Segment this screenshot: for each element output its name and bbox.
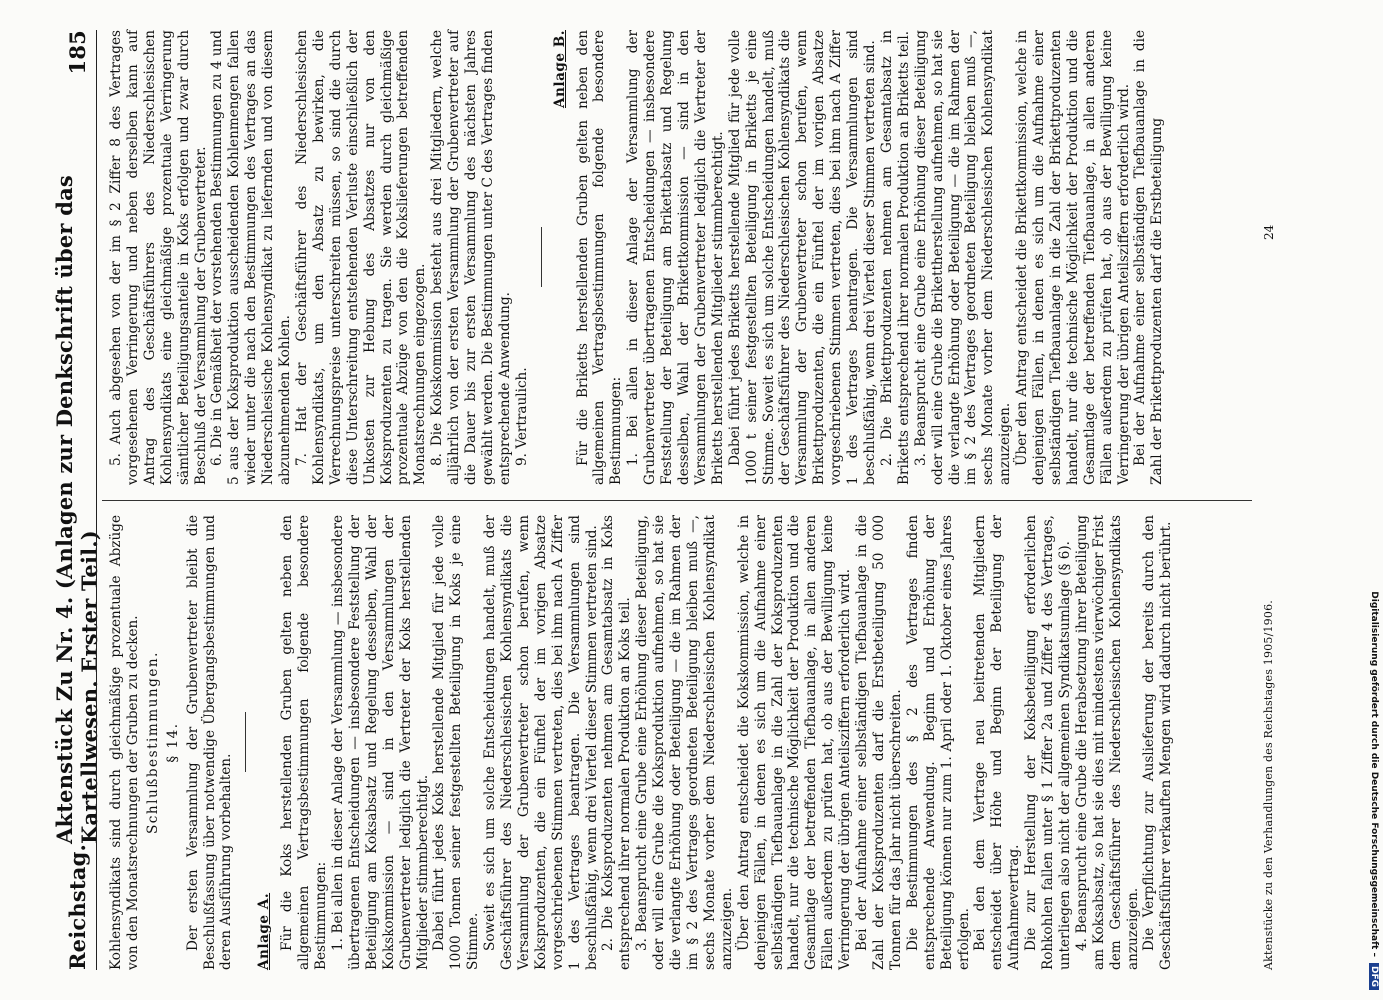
header-rule bbox=[96, 30, 97, 970]
header-page-number: 185 bbox=[64, 30, 90, 75]
footer-note: Aktenstücke zu den Verhandlungen des Reichstages 1905/1906. bbox=[1262, 600, 1275, 970]
header-left: Reichstag. bbox=[64, 844, 90, 970]
left-column bbox=[108, 515, 1175, 970]
column-divider bbox=[102, 500, 1252, 501]
section-separator bbox=[245, 713, 246, 773]
paragraph: Soweit es sich um solche Entscheidungen handelt, muß der Geschäftsführer des Niederschlesischen Kohlensyndikats die Versammlung der Grubenvertreter schon berufen, wenn Koksproduzenten, die ein Fünftel der im vorigen Absatze vorgeschriebenen Stimmen vertreten, dies bei ihm nach A Ziffer 1 des Vertrages beantragen. Die Versammlungen sind beschlußfähig, wenn drei Viertel dieser Stimmen vertreten sind. bbox=[482, 515, 600, 970]
paragraph: Für die Briketts herstellenden Gruben gelten neben den allgemeinen Vertragsbestimmungen folgende besondere Bestimmungen: bbox=[574, 30, 625, 485]
paragraph: 7. Hat der Geschäftsführer des Niederschlesischen Kohlensyndikats, um den Absatz zu bewirken, die Verrechnungspreise unterschreiten müssen, so sind die durch diese Unterschreitung entstehenden Verluste einschließlich der Unkosten zur Hebung des Absatzes nur von den Koksproduzenten zu tragen. Sie werden durch gleichmäßige prozentuale Abzüge von den die Kokslieferungen betreffenden Monatsrechnungen eingezogen. bbox=[293, 30, 429, 485]
paragraph: Die Bestimmungen des § 2 des Vertrages finden entsprechende Anwendung. Beginn und Erhöhung der Beteiligung können nur zum 1. April oder 1. Oktober eines Jahres erfolgen. bbox=[904, 515, 972, 970]
paragraph: Die Verpflichtung zur Auslieferung der bereits durch den Geschäftsführer verkauften Mengen wird dadurch nicht berührt. bbox=[1141, 515, 1175, 970]
paragraph: 4. Beansprucht eine Grube die Herabsetzung ihrer Beteiligung am Koksabsatz, so hat sie dies mit mindestens vierwöchiger Frist dem Geschäftsführer des Niederschlesischen Kohlensyndikats anzuzeigen. bbox=[1073, 515, 1141, 970]
paragraph: 6. Die in Gemäßheit der vorstehenden Bestimmungen zu 4 und 5 aus der Koksproduktion ausscheidenden Kohlenmengen fallen wieder unter die nach den Bestimmungen des Vertrages an das Niederschlesische Kohlensyndikat zu liefernden und von diesem abzunehmenden Kohlen. bbox=[209, 30, 294, 485]
appendix-heading: Anlage A. bbox=[256, 892, 273, 970]
digitization-credit-text: Digitalisierung gefördert durch die Deutsche Forschungsgemeinschaft – bbox=[1369, 591, 1379, 957]
page-header bbox=[52, 30, 102, 970]
paragraph: 1. Bei allen in dieser Anlage der Versammlung der Grubenvertreter übertragenen Entscheidungen — insbesondere Feststellung der Beteiligung am Brikettabsatz und Regelung desselben, Wahl der Brikettkommission — sind in den Versammlungen der Grubenvertreter lediglich die Vertreter der Briketts herstellenden Mitglieder stimmberechtigt. bbox=[625, 30, 726, 485]
digitization-credit bbox=[1364, 0, 1383, 1000]
paragraph: 9. Vertraulich. bbox=[513, 367, 530, 466]
paragraph: Für die Koks herstellenden Gruben gelten neben den allgemeinen Vertragsbestimmungen folgende besondere Bestimmungen: bbox=[279, 515, 330, 970]
section-separator bbox=[541, 228, 542, 288]
paragraph: 1. Bei allen in dieser Anlage der Versammlung — insbesondere übertragenen Entscheidungen — insbesondere Feststellung der Beteiligung am Koksabsatz und Regelung desselben, Wahl der Kokskommission — sind in den Versammlungen der Grubenvertreter lediglich die Vertreter der Koks herstellenden Mitglieder stimmberechtigt. bbox=[329, 515, 431, 970]
paragraph: 2. Die Brikettproduzenten nehmen am Gesamtabsatz in Briketts entsprechend ihrer normalen Produktion an Briketts teil. bbox=[878, 30, 912, 485]
dfg-logo: DFG bbox=[1369, 963, 1379, 990]
paragraph: Dabei führt jedes Koks herstellende Mitglied für jede volle 1000 Tonnen seiner festgestellten Beteiligung in Koks je eine Stimme. bbox=[431, 515, 482, 970]
paragraph: Über den Antrag entscheidet die Kokskommission, welche in denjenigen Fällen, in denen es sich um die Aufnahme einer selbständigen Tiefbauanlage in die Zahl der Koksproduzenten handelt, nur die technische Möglichkeit der Produktion und die Gesamtlage der betreffenden Tiefbauanlage, in allen anderen Fällen außerdem zu prüfen hat, ob aus der Bewilligung keine Verringerung der übrigen Anteilsziffern erforderlich wird. bbox=[735, 515, 854, 970]
section-heading: Schlußbestimmungen. bbox=[144, 651, 161, 835]
appendix-heading: Anlage B. bbox=[551, 30, 568, 109]
paragraph: 5. Auch abgesehen von der im § 2 Ziffer 8 des Vertrages vorgesehenen Verringerung und neben derselben kann auf Antrag des Geschäftsführers des Niederschlesischen Kohlensyndikats eine gleichmäßige prozentuale Verringerung sämtlicher Beteiligungsanteile in Koks erfolgen und zwar durch Beschluß der Versammlung der Grubenvertreter. bbox=[108, 30, 209, 485]
paragraph: 2. Die Koksproduzenten nehmen am Gesamtabsatz in Koks entsprechend ihrer normalen Produktion an Koks teil. bbox=[600, 515, 634, 970]
paragraph: Der ersten Versammlung der Grubenvertreter bleibt die Beschlußfassung über notwendige Übergangsbestimmungen und deren Ausführung vorbehalten. bbox=[184, 515, 235, 970]
section-heading: § 14. bbox=[164, 722, 181, 763]
paragraph: Bei der Aufnahme einer selbständigen Tiefbauanlage in die Zahl der Koksproduzenten darf die Erstbeteiligung 50 000 Tonnen für das Jahr nicht überschreiten. bbox=[854, 515, 904, 970]
paragraph: Bei den dem Vertrage neu beitretenden Mitgliedern entscheidet über Höhe und Beginn der Beteiligung der Aufnahmevertrag. bbox=[972, 515, 1023, 970]
paragraph: Die zur Herstellung der Koksbeteiligung erforderlichen Rohkohlen fallen unter § 1 Ziffer 2a und Ziffer 4 des Vertrages, unterliegen also nicht der allgemeinen Syndikatsumlage (§ 6). bbox=[1023, 515, 1073, 970]
right-column bbox=[108, 30, 1166, 485]
paragraph: Dabei führt jedes Briketts herstellende Mitglied für jede volle 1000 t seiner festgestellten Beteiligung in Briketts je eine Stimme. Soweit es sich um solche Entscheidungen handelt, muß der Geschäftsführer des Niederschlesischen Kohlensyndikats die Versammlung der Grubenvertreter schon berufen, wenn Brikettproduzenten, die ein Fünftel der im vorigen Absatze vorgeschriebenen Stimmen vertreten, dies bei ihm nach A Ziffer 1 des Vertrages beantragen. Die Versammlungen sind beschlußfähig, wenn drei Viertel dieser Stimmen vertreten sind. bbox=[726, 30, 878, 485]
header-title: Aktenstück Zu Nr. 4. (Anlagen zur Denkschrift über das Kartellwesen. Erster Teil.) bbox=[52, 175, 102, 845]
paragraph: Bei der Aufnahme einer selbständigen Tiefbauanlage in die Zahl der Brikettproduzenten darf die Erstbeteiligung bbox=[1132, 30, 1166, 485]
paragraph: 3. Beansprucht eine Grube eine Erhöhung dieser Beteiligung, oder will eine Grube die Koksproduktion aufnehmen, so hat sie die verlangte Erhöhung oder Beteiligung — die im Rahmen der im § 2 des Vertrages geordneten Beteiligung bleiben muß —, sechs Monate vorher dem Niederschlesischen Kohlensyndikat anzuzeigen. bbox=[634, 515, 735, 970]
paragraph: Kohlensyndikats sind durch gleichmäßige prozentuale Abzüge von den Monatsrechnungen der Gruben zu decken. bbox=[108, 515, 141, 970]
paragraph: 8. Die Kokskommission besteht aus drei Mitgliedern, welche alljährlich von der ersten Versammlung der Grubenvertreter auf die Dauer bis zur ersten Versammlung des nächsten Jahres gewählt werden. Die Bestimmungen unter C des Vertrages finden entsprechende Anwendung. bbox=[429, 30, 513, 485]
paragraph: Über den Antrag entscheidet die Brikettkommission, welche in denjenigen Fällen, in denen es sich um die Aufnahme einer selbständigen Tiefbauanlage in die Zahl der Brikettproduzenten handelt, nur die technische Möglichkeit der Produktion und die Gesamtlage der betreffenden Tiefbauanlage, in allen anderen Fällen außerdem zu prüfen hat, ob aus der Bewilligung keine Verringerung der übrigen Anteilsziffern erforderlich wird. bbox=[1014, 30, 1132, 485]
paragraph: 3. Beansprucht eine Grube eine Erhöhung dieser Beteiligung oder will eine Grube die Brikettherstellung aufnehmen, so hat sie die verlangte Erhöhung oder Beteiligung — die im Rahmen der im § 2 des Vertrages geordneten Beteiligung bleiben muß —, sechs Monate vorher dem Niederschlesischen Kohlensyndikat anzuzeigen. bbox=[912, 30, 1014, 485]
footer-signature: 24 bbox=[1262, 224, 1276, 240]
